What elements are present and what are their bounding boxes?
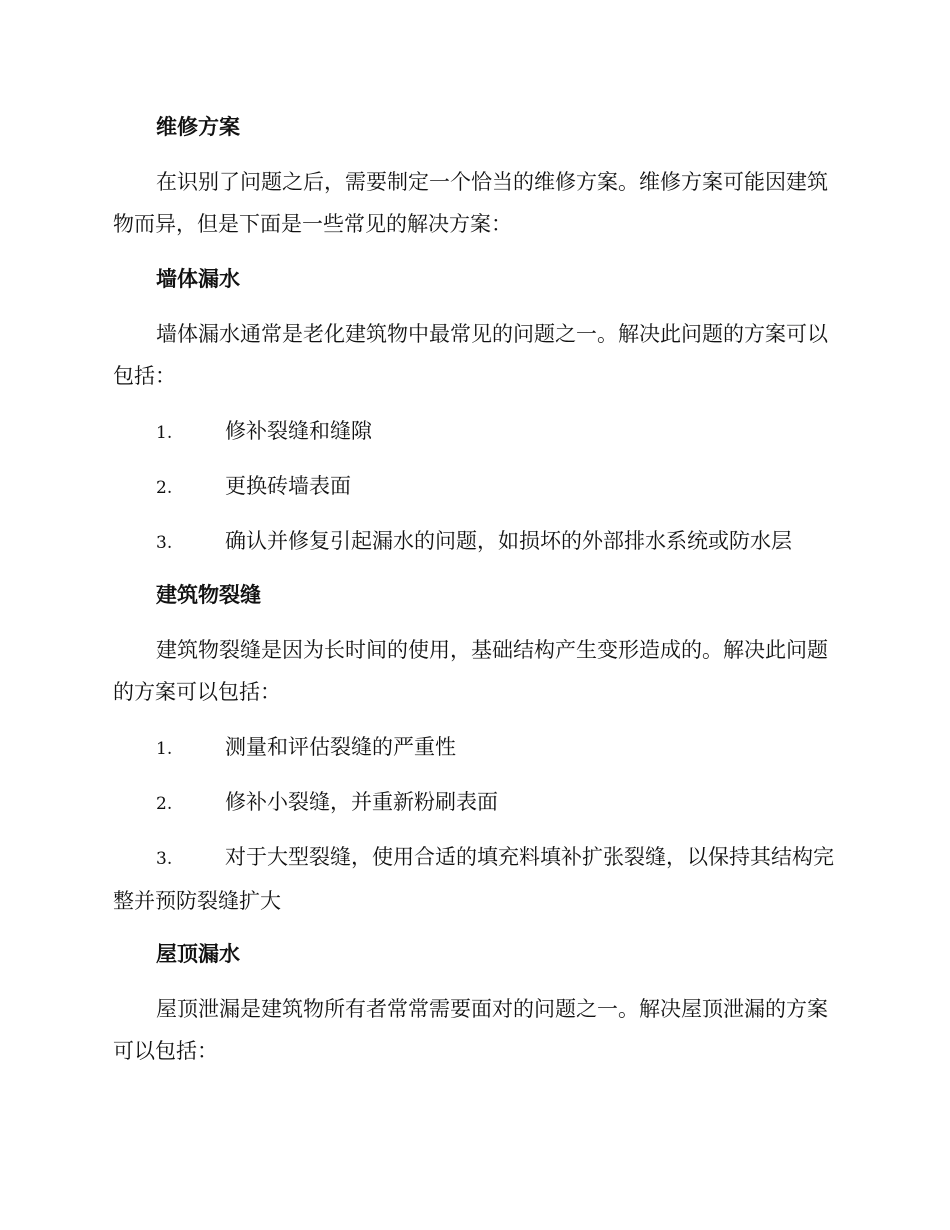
list-item-text: 更换砖墙表面: [225, 474, 351, 498]
heading-roof-leak: 屋顶漏水: [156, 942, 240, 966]
paragraph-roof-leak-intro: 屋顶泄漏是建筑物所有者常常需要面对的问题之一。解决屋顶泄漏的方案可以包括：: [113, 997, 828, 1063]
heading-building-cracks: 建筑物裂缝: [156, 583, 261, 607]
list-item-number: 3.: [156, 533, 173, 553]
heading-repair-plan: 维修方案: [156, 115, 240, 139]
list-item-wall-leak-2: [113, 465, 835, 509]
list-item-text: 确认并修复引起漏水的问题，如损坏的外部排水系统或防水层: [225, 529, 792, 553]
list-item-wall-leak-1: [113, 410, 835, 454]
paragraph-building-cracks-intro: 建筑物裂缝是因为长时间的使用，基础结构产生变形造成的。解决此问题的方案可以包括：: [113, 638, 828, 704]
list-item-number: 1.: [156, 423, 173, 443]
list-item-number: 1.: [156, 739, 173, 759]
heading-wall-leak: 墙体漏水: [156, 267, 240, 291]
list-item-number: 3.: [156, 849, 173, 869]
list-item-wall-leak-3: [113, 520, 835, 564]
list-item-cracks-2: [113, 781, 835, 825]
paragraph-repair-plan-intro: 在识别了问题之后，需要制定一个恰当的维修方案。维修方案可能因建筑物而异，但是下面是一些常见的解决方案：: [113, 170, 828, 236]
list-item-text: 对于大型裂缝，使用合适的填充料填补扩张裂缝，以保持其结构完整并预防裂缝扩大: [113, 845, 834, 913]
list-item-text: 修补小裂缝，并重新粉刷表面: [225, 790, 498, 814]
paragraph-wall-leak-intro: 墙体漏水通常是老化建筑物中最常见的问题之一。解决此问题的方案可以包括：: [113, 322, 828, 388]
list-item-text: 修补裂缝和缝隙: [225, 419, 372, 443]
list-item-text: 测量和评估裂缝的严重性: [225, 735, 456, 759]
list-item-cracks-3: [113, 836, 835, 922]
list-item-cracks-1: [113, 726, 835, 770]
list-item-number: 2.: [156, 794, 173, 814]
list-item-number: 2.: [156, 478, 173, 498]
